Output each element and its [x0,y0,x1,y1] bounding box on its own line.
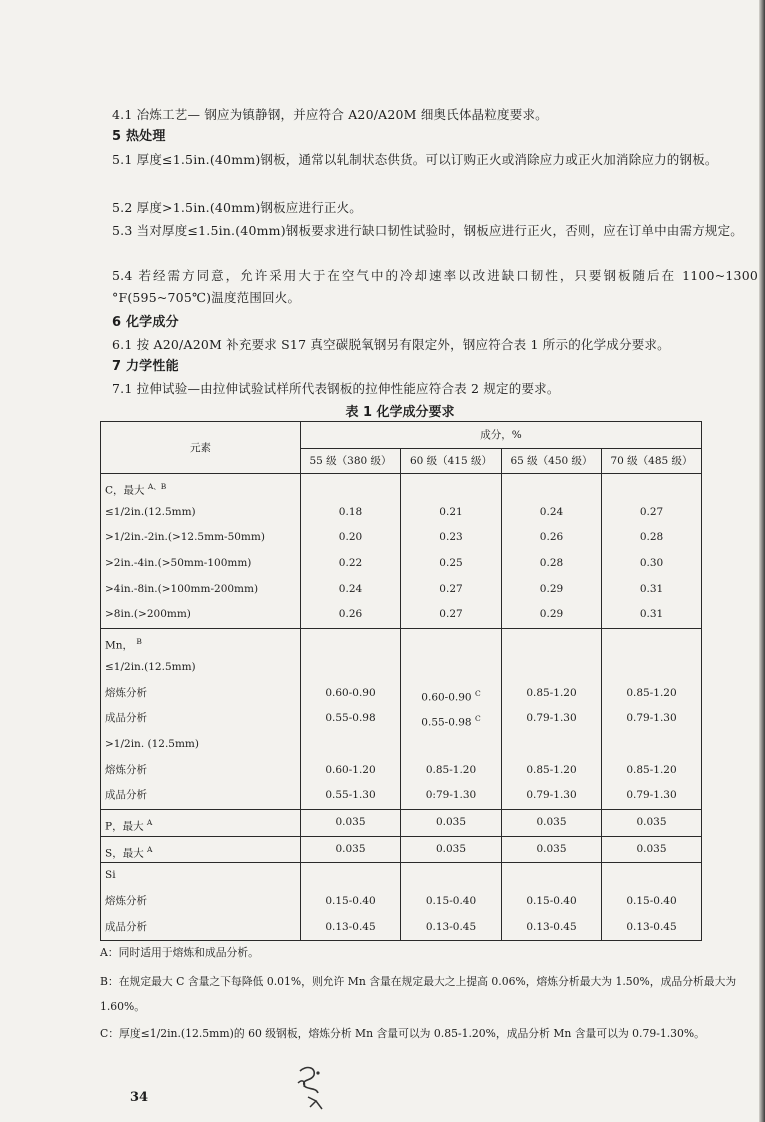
table-cell: 0.28 [539,557,564,570]
silicon-grade-60 [401,863,502,941]
manganese-labels [101,629,301,810]
manganese-grade-65 [502,629,602,810]
table-cell: 0.28 [639,531,664,544]
silicon-product-label: 成品分析 [105,920,147,933]
table-cell: 0.26 [539,531,564,544]
table-cell: 0.31 [639,608,664,621]
silicon-heat-label: 熔炼分析 [105,895,147,907]
silicon-labels [101,863,301,941]
grade-65-header: 65 级（450 级） [502,449,602,474]
table-cell: 0.85-1.20 [425,763,477,776]
chemical-composition-table [100,421,702,941]
silicon-title: Si [105,869,116,882]
table-cell: 0.29 [539,582,564,595]
table-cell: 0.15-0.40 [526,895,577,907]
manganese-thickness-2: >1/2in. (12.5mm) [105,737,199,750]
table-cell: 0.13-0.45 [626,920,677,933]
silicon-grade-65 [502,863,602,941]
table-cell: 0.85-1.20 [626,686,677,699]
carbon-title: C，最大 $^{A、B}$ [105,482,167,497]
table-cell: 0.18 [338,505,363,518]
silicon-block [101,863,702,941]
manganese-grade-60 [401,629,502,810]
section-heading-7: 7 力学性能 [112,359,179,374]
manganese-title: Mn， $^B$ [105,637,142,652]
table-cell: 0.85-1.20 [526,763,577,776]
carbon-grade-65 [502,474,602,629]
carbon-thickness-5: >8in.(>200mm) [105,608,191,621]
table-cell: 0.29 [539,608,564,621]
section-heading-5: 5 热处理 [112,129,166,144]
clause-7-1: 7.1 拉伸试验—由拉伸试验试样所代表钢板的拉伸性能应符合表 2 规定的要求。 [112,381,560,396]
table-cell: 0.035 [602,809,702,836]
element-header: 元素 [101,422,301,474]
table-cell: 0.035 [502,836,602,863]
clause-5-3: 5.3 当对厚度≤1.5in.(40mm)钢板要求进行缺口韧性试验时，钢板应进行正火，否则，应在订单中由需方规定。 [112,223,743,238]
table-cell: 0.31 [639,582,664,595]
table-cell: 0.22 [338,557,363,570]
manganese-grade-70 [602,629,702,810]
carbon-thickness-1: ≤1/2in.(12.5mm) [105,505,196,518]
table-cell: 0.60-1.20 [325,763,376,776]
footnote-b: B：在规定最大 C 含量之下每降低 0.01%，则允许 Mn 含量在规定最大之上提高 0.06%，熔炼分析最大为 1.50%，成品分析最大为 1.60%。 [100,975,737,1013]
manganese-heat-label-1: 熔炼分析 [105,686,147,699]
table-cell: 0.25 [439,557,463,570]
sulfur-label: S，最大 $^A$ [101,836,301,863]
carbon-block [101,474,702,629]
sulfur-row [101,836,702,863]
table-cell: 0.035 [301,809,401,836]
section-heading-6: 6 化学成分 [112,315,179,330]
manganese-product-label-1: 成品分析 [105,712,147,725]
table-cell: 0.55-0.98 [325,712,376,725]
grade-55-header: 55 级（380 级） [301,449,401,474]
carbon-grade-70 [602,474,702,629]
table-cell: 0.15-0.40 [425,895,477,907]
table-cell: 0.15-0.40 [325,895,376,907]
publisher-logo-icon [292,1063,328,1113]
table-cell: 0.85-1.20 [626,763,677,776]
table-cell: 0.20 [338,531,363,544]
carbon-labels [101,474,301,629]
grade-70-header: 70 级（485 级） [602,449,702,474]
clause-5-1: 5.1 厚度≤1.5in.(40mm)钢板，通常以轧制状态供货。可以订购正火或消除应力或正火加消除应力的钢板。 [112,152,718,167]
composition-header: 成分，% [301,422,702,449]
table-cell: 0.035 [602,836,702,863]
carbon-grade-60 [401,474,502,629]
table-cell: 0.24 [539,505,564,518]
table-cell: 0.26 [338,608,363,621]
footnote-c: C：厚度≤1/2in.(12.5mm)的 60 级钢板，熔炼分析 Mn 含量可以为 0.85-1.20%，成品分析 Mn 含量可以为 0.79-1.30%。 [100,1027,705,1040]
table-cell: 0.035 [502,809,602,836]
table-cell: 0.60-0.90 $^C$ [421,688,481,703]
manganese-grade-55 [301,629,401,810]
table-cell: 0.27 [439,608,463,621]
manganese-thickness-1: ≤1/2in.(12.5mm) [105,660,196,673]
table-cell: 0.79-1.30 [626,712,677,725]
carbon-grade-55 [301,474,401,629]
table-header-row [101,422,702,449]
table-cell: 0:79-1.30 [425,789,477,802]
clause-4-1: 4.1 冶炼工艺— 钢应为镇静钢，并应符合 A20/A20M 细奥氏体晶粒度要求。 [112,107,548,122]
clause-6-1: 6.1 按 A20/A20M 补充要求 S17 真空碳脱氧钢另有限定外，钢应符合表 1 所示的化学成分要求。 [112,337,670,352]
table-cell: 0.30 [639,557,664,570]
table-cell: 0.15-0.40 [626,895,677,907]
table-cell: 0.27 [639,505,664,518]
table-cell: 0.13-0.45 [526,920,577,933]
table-cell: 0.21 [439,505,463,518]
clause-5-2: 5.2 厚度>1.5in.(40mm)钢板应进行正火。 [112,200,362,215]
table-cell: 0.13-0.45 [425,920,477,933]
manganese-product-label-2: 成品分析 [105,789,147,802]
silicon-grade-70 [602,863,702,941]
table-cell: 0.035 [401,809,502,836]
table-cell: 0.79-1.30 [626,789,677,802]
carbon-thickness-4: >4in.-8in.(>100mm-200mm) [105,582,259,595]
table-cell: 0.035 [301,836,401,863]
table-cell: 0.24 [338,582,363,595]
page-number: 34 [130,1090,149,1105]
table-cell: 0.79-1.30 [526,712,577,725]
carbon-thickness-3: >2in.-4in.(>50mm-100mm) [105,557,252,570]
table-cell: 0.55-1.30 [325,789,376,802]
footnote-a: A：同时适用于熔炼和成品分析。 [100,946,259,959]
carbon-thickness-2: >1/2in.-2in.(>12.5mm-50mm) [105,531,265,544]
phosphorus-row [101,809,702,836]
table-cell: 0.27 [439,582,463,595]
phosphorus-label: P，最大 $^A$ [101,809,301,836]
table-caption: 表 1 化学成分要求 [345,405,455,420]
table-cell: 0.55-0.98 $^C$ [421,714,481,729]
manganese-block [101,629,702,810]
table-cell: 0.79-1.30 [526,789,577,802]
table-cell: 0.60-0.90 [325,686,376,699]
table-cell: 0.23 [439,531,463,544]
grade-60-header: 60 级（415 级） [401,449,502,474]
table-cell: 0.13-0.45 [325,920,376,933]
manganese-heat-label-2: 熔炼分析 [105,763,147,776]
silicon-grade-55 [301,863,401,941]
clause-5-4: 5.4 若经需方同意，允许采用大于在空气中的冷却速率以改进缺口韧性，只要钢板随后在 1100~1300 °F(595~705℃)温度范围回火。 [112,268,758,305]
table-cell: 0.035 [401,836,502,863]
table-cell: 0.85-1.20 [526,686,577,699]
